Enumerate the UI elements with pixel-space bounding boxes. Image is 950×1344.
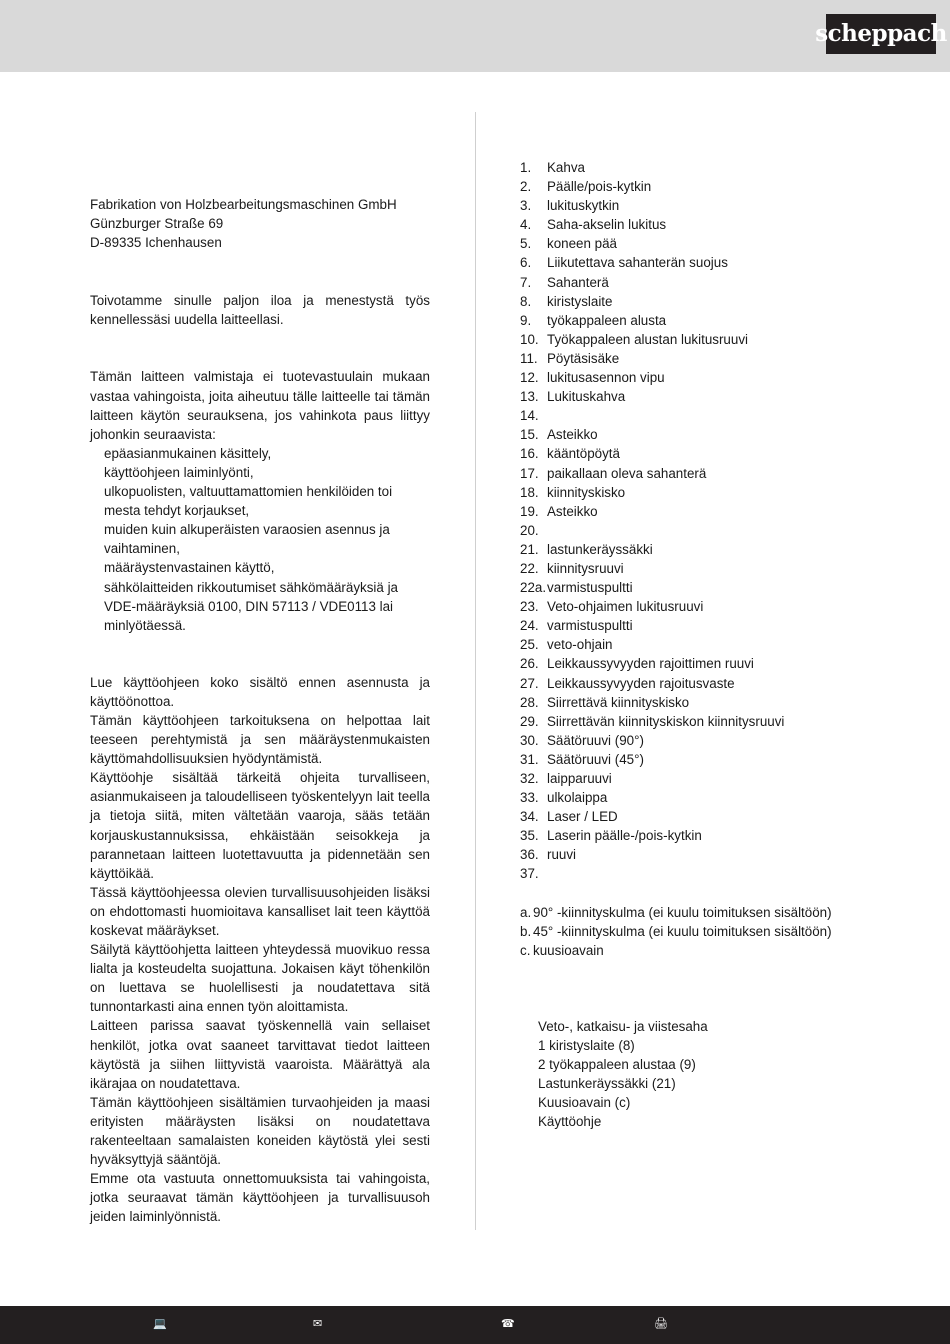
part-item-number: 7. [520,274,532,290]
part-item-label: Veto-ohjaimen lukitusruuvi [547,599,704,615]
part-item [520,540,900,559]
fax-icon: 🖨 [654,1318,668,1330]
part-item [520,864,900,883]
delivery-item: Käyttöohje [538,1114,602,1130]
part-item-label: Saha-akselin lukitus [547,217,667,233]
brand-logo-text: scheppach [815,20,947,48]
header-bar [0,0,950,72]
part-item [520,234,900,253]
delivery-contents-list [538,1017,900,1132]
part-item [520,368,900,387]
part-item-number: 9. [520,312,532,328]
instructions-section [90,673,430,1227]
part-item-number: 37. [520,866,539,882]
part-item [520,406,900,425]
part-item [520,597,900,616]
instruction-paragraph: Tämän käyttöohjeen tarkoituksena on helpottaa lait teeseen perehtymistä ja sen määräystenmukaisten käyttömahdollisuuksien hyödyntämistä. [90,712,430,767]
part-item [520,654,900,673]
part-item [520,483,900,502]
delivery-item: 1 kiristyslaite (8) [538,1037,635,1053]
part-item-label: Kahva [547,160,585,175]
part-item [520,769,900,788]
part-item-label: Työkappaleen alustan lukitusruuvi [547,331,748,347]
part-item [520,712,900,731]
part-item [520,750,900,769]
accessory-item-number: a. [520,904,532,920]
part-item-number: 22a. [520,580,547,596]
accessory-item-label: 45° -kiinnityskulma (ei kuulu toimituksen sisältöön) [533,923,832,939]
part-item-number: 6. [520,255,532,271]
manufacturer-address [90,195,430,252]
footer-bar [0,1306,950,1344]
computer-icon: 💻 [153,1318,167,1330]
part-item-label: Siirrettävä kiinnityskisko [547,694,690,710]
accessory-item [520,922,900,941]
part-item-number: 5. [520,236,532,252]
part-item-label: veto-ohjain [547,637,613,653]
liability-item: käyttöohjeen laiminlyönti, [104,464,254,480]
instruction-paragraph: Säilytä käyttöohjetta laitteen yhteydessä muovikuo ressa lialta ja kosteudelta suojattuna. Jokaisen käyt töhenkilön on luettava se huolellisesti ja noudatettava sitä tunnontarkasti aina ennen työn aloittamista. [90,942,430,1015]
part-item-label: ruuvi [547,847,577,863]
part-item [520,292,900,311]
part-item-label: varmistuspultti [547,580,633,596]
part-item-number: 31. [520,751,539,767]
part-item-number: 22. [520,560,539,576]
part-item-label: kiinnityskisko [547,484,626,500]
delivery-item: Kuusioavain (c) [538,1095,631,1111]
part-item-label: Säätöruuvi (90°) [547,732,644,748]
instruction-paragraph: Tässä käyttöohjeessa olevien turvallisuusohjeiden lisäksi on ehdottomasti huomioitava kansalliset lait teen käyttöä koskevat määräykset. [90,884,430,938]
part-item-number: 32. [520,771,539,786]
accessories-list [520,903,900,960]
parts-list [520,158,900,884]
part-item [520,788,900,807]
part-item-number: 28. [520,694,539,710]
instruction-paragraph: Laitteen parissa saavat työskennellä vain sellaiset henkilöt, jotka ovat saaneet tarvittavat tiedot laitteen käytöstä ja siihen liittyvistä vaaroista. Määrättyä ala ikärajaa on noudatettava. [90,1018,430,1091]
part-item [520,273,900,292]
part-item-number: 14. [520,408,539,424]
part-item-label: lukituskytkin [547,198,620,214]
part-item-number: 16. [520,446,539,462]
part-item-label: varmistuspultti [547,618,633,634]
accessory-item-number: c. [520,942,531,958]
liability-item: muiden kuin alkuperäisten varaosien asennus ja vaihtaminen, [104,522,390,557]
address-line: D-89335 Ichenhausen [90,235,222,251]
part-item-label: Asteikko [547,503,598,519]
part-item-number: 18. [520,484,539,500]
part-item [520,521,900,540]
part-item-label: kiinnitysruuvi [547,560,624,576]
address-line: Günzburger Straße 69 [90,216,224,232]
part-item [520,578,900,597]
part-item [520,674,900,693]
accessory-item [520,941,900,960]
part-item-label: Leikkaussyvyyden rajoitusvaste [547,675,735,691]
liability-section [90,367,430,634]
accessory-item-label: 90° -kiinnityskulma (ei kuulu toimituksen sisältöön) [533,904,832,920]
greeting-text: Toivotamme sinulle paljon iloa ja menestystä työs kennellessäsi uudella laitteellasi. [90,293,430,328]
part-item-label: lastunkeräyssäkki [547,541,653,557]
part-item-number: 33. [520,790,539,806]
liability-item: epäasianmukainen käsittely, [104,445,272,461]
accessory-item-number: b. [520,923,532,939]
part-item-number: 21. [520,541,539,557]
part-item [520,253,900,272]
part-item [520,693,900,712]
part-item-number: 23. [520,599,539,615]
mail-icon: ✉ [313,1318,323,1330]
part-item-label: Lukituskahva [547,389,626,405]
part-item-label: kiristyslaite [547,293,613,309]
part-item-label: ulkolaippa [547,790,608,806]
part-item [520,807,900,826]
liability-item: määräystenvastainen käyttö, [104,560,275,576]
part-item-label: Sahanterä [547,274,609,290]
part-item-label: Laserin päälle-/pois-kytkin [547,828,702,844]
part-item [520,215,900,234]
left-column [90,195,430,1227]
part-item [520,502,900,521]
part-item-label: koneen pää [547,236,617,252]
part-item [520,311,900,330]
brand-logo [815,14,947,54]
part-item-number: 1. [520,160,532,175]
part-item-number: 13. [520,389,539,405]
part-item-label: Asteikko [547,427,598,443]
part-item-number: 20. [520,522,539,538]
part-item-number: 15. [520,427,539,443]
part-item [520,464,900,483]
liability-item: sähkölaitteiden rikkoutumiset sähkömääräyksiä ja VDE-määräyksiä 0100, DIN 57113 / VDE0113 lai minlyötäessä. [104,579,398,633]
part-item [520,559,900,578]
part-item-label: Päälle/pois-kytkin [547,179,652,195]
part-item [520,425,900,444]
part-item-label: kääntöpöytä [547,446,620,462]
part-item-label: Säätöruuvi (45°) [547,751,644,767]
part-item [520,196,900,215]
part-item-number: 19. [520,503,539,519]
instruction-paragraph: Tämän käyttöohjeen sisältämien turvaohjeiden ja maasi erityisten määräysten lisäksi on noudatettava rakenteeltaan samalaisten koneiden käytöstä ylei sesti hyväksyttyjä sääntöjä. [90,1094,430,1168]
part-item-number: 3. [520,198,532,214]
delivery-item: Lastunkeräyssäkki (21) [538,1076,676,1092]
part-item-number: 12. [520,370,539,386]
delivery-item: Veto-, katkaisu- ja viistesaha [538,1018,708,1034]
instruction-paragraph: Lue käyttöohjeen koko sisältö ennen asennusta ja käyttöönottoa. [90,674,430,709]
accessory-item [520,903,900,922]
part-item [520,177,900,196]
part-item-number: 26. [520,656,539,672]
phone-icon: ☎ [501,1318,515,1330]
part-item [520,616,900,635]
part-item-label: Leikkaussyvyyden rajoittimen ruuvi [547,656,754,672]
part-item-number: 25. [520,637,539,653]
delivery-item: 2 työkappaleen alustaa (9) [538,1057,696,1073]
part-item [520,158,900,177]
part-item-number: 11. [520,350,538,366]
part-item-label: Siirrettävän kiinnityskiskon kiinnitysruuvi [547,713,785,729]
part-item [520,349,900,368]
right-column [520,158,900,1131]
part-item-number: 4. [520,217,532,233]
liability-intro: Tämän laitteen valmistaja ei tuotevastuulain mukaan vastaa vahingoista, joita aiheutuu tälle laitteelle tai tämän laitteen käytön seurauksena, jos vahinkota paus liittyy johonkin seuraavista: [90,369,430,442]
column-divider [475,112,476,1230]
part-item-label: laipparuuvi [547,771,612,786]
part-item [520,845,900,864]
address-line: Fabrikation von Holzbearbeitungsmaschinen GmbH [90,197,397,212]
part-item [520,444,900,463]
part-item-number: 2. [520,179,532,195]
part-item-label: Laser / LED [547,809,618,825]
instruction-paragraph: Käyttöohje sisältää tärkeitä ohjeita turvalliseen, asianmukaiseen ja taloudelliseen työskentelyyn lait teella ja tietoja siitä, miten vältetään vaaroja, sääs tetään korjauskustannuksissa, ehkäistään seisokkeja ja parannetaan laitteen luotettavuutta ja pidennetään sen käyttöikää. [90,770,430,881]
part-item-label: Pöytäsisäke [547,350,620,366]
part-item [520,330,900,349]
part-item-number: 34. [520,809,539,825]
part-item-number: 17. [520,465,539,481]
part-item-number: 27. [520,675,539,691]
part-item-number: 30. [520,732,539,748]
part-item [520,826,900,845]
liability-item: ulkopuolisten, valtuuttamattomien henkilöiden toi mesta tehdyt korjaukset, [104,484,393,519]
part-item-number: 35. [520,828,539,844]
part-item-number: 29. [520,713,539,729]
part-item [520,387,900,406]
part-item-label: paikallaan oleva sahanterä [547,465,707,481]
part-item-label: lukitusasennon vipu [547,370,665,386]
part-item-number: 8. [520,293,532,309]
part-item-number: 10. [520,331,539,347]
accessory-item-label: kuusioavain [533,942,604,958]
part-item-label: Liikutettava sahanterän suojus [547,255,728,271]
part-item [520,635,900,654]
part-item [520,731,900,750]
part-item-label: työkappaleen alusta [547,312,667,328]
part-item-number: 36. [520,847,539,863]
part-item-number: 24. [520,618,539,634]
instruction-paragraph: Emme ota vastuuta onnettomuuksista tai vahingoista, jotka seuraavat tämän käyttöohjeen ja turvallisuusoh jeiden laiminlyönnistä. [90,1171,430,1225]
